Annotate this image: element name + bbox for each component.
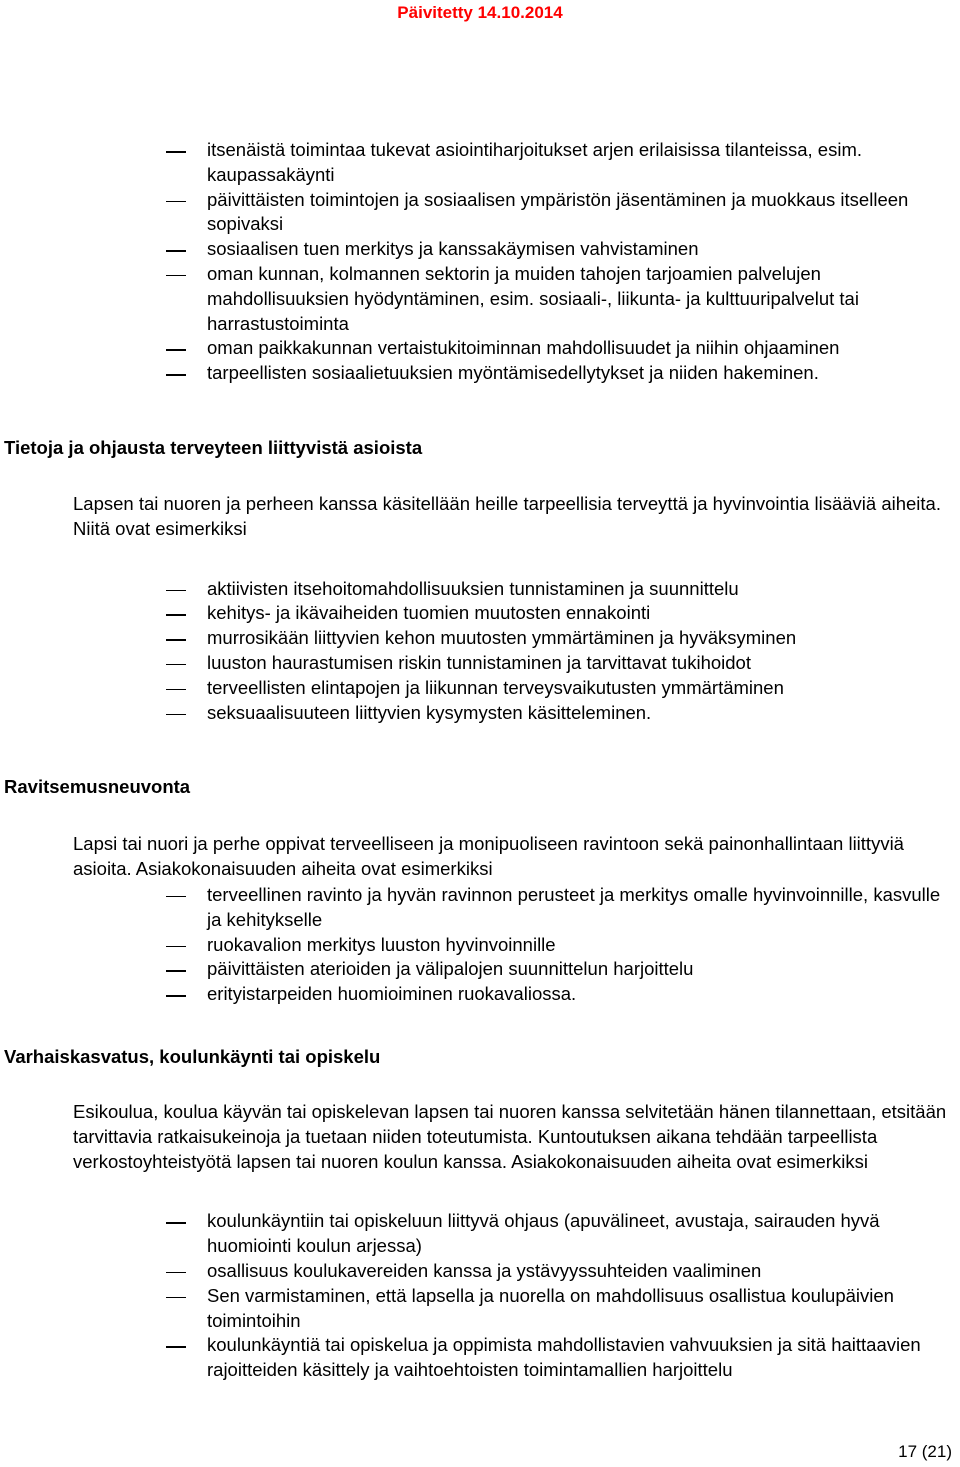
list-item: terveellisten elintapojen ja liikunnan terveysvaikutusten ymmärtäminen xyxy=(207,676,957,701)
list-daily-support xyxy=(0,138,960,386)
list-item: murrosikään liittyvien kehon muutosten ymmärtäminen ja hyväksyminen xyxy=(207,626,957,651)
list-item: aktiivisten itsehoitomahdollisuuksien tunnistaminen ja suunnittelu xyxy=(207,577,957,602)
list-item: päivittäisten toimintojen ja sosiaalisen ympäristön jäsentäminen ja muokkaus itselleen sopivaksi xyxy=(207,188,957,238)
paragraph-health: Lapsen tai nuoren ja perheen kanssa käsitellään heille tarpeellisia terveyttä ja hyvinvointia lisääviä aiheita. Niitä ovat esimerkiksi xyxy=(73,492,941,539)
list-item: itsenäistä toimintaa tukevat asiointiharjoitukset arjen erilaisissa tilanteissa, esim. kaupassakäynti xyxy=(207,138,957,188)
list-item: sosiaalisen tuen merkitys ja kanssakäymisen vahvistaminen xyxy=(207,237,957,262)
list-item: ruokavalion merkitys luuston hyvinvoinnille xyxy=(207,933,957,958)
list-item: luuston haurastumisen riskin tunnistaminen ja tarvittavat tukihoidot xyxy=(207,651,957,676)
list-item: tarpeellisten sosiaalietuuksien myöntämisedellytykset ja niiden hakeminen. xyxy=(207,361,957,386)
paragraph-school: Esikoulua, koulua käyvän tai opiskelevan lapsen tai nuoren kanssa selvitetään hänen tilannettaan, etsitään tarvittavia ratkaisukeinoja ja tuetaan niiden toteutumista. Kuntoutuksen aikana tehdään tarpeellista verkostoyhteistyötä lapsen tai nuoren koulun kanssa. Asiakokonaisuuden aiheita ovat esimerkiksi xyxy=(73,1100,947,1172)
list-item: erityistarpeiden huomioiminen ruokavaliossa. xyxy=(207,982,957,1007)
list-item: koulunkäyntiin tai opiskeluun liittyvä ohjaus (apuvälineet, avustaja, sairauden hyvä huomiointi koulun arjessa) xyxy=(207,1209,957,1259)
list-item: kehitys- ja ikävaiheiden tuomien muutosten ennakointi xyxy=(207,601,957,626)
list-item: seksuaalisuuteen liittyvien kysymysten käsitteleminen. xyxy=(207,701,957,726)
list-item: koulunkäyntiä tai opiskelua ja oppimista mahdollistavien vahvuuksien ja sitä haittaavien rajoitteiden käsittely ja vaihtoehtoisten toimintamallien harjoittelu xyxy=(207,1333,957,1383)
document-body xyxy=(0,138,960,1383)
list-item: oman paikkakunnan vertaistukitoiminnan mahdollisuudet ja niihin ohjaaminen xyxy=(207,336,957,361)
heading-nutrition: Ravitsemusneuvonta xyxy=(4,776,191,798)
page-number: 17 (21) xyxy=(898,1442,952,1461)
list-item: terveellinen ravinto ja hyvän ravinnon perusteet ja merkitys omalle hyvinvoinnille, kasvulle ja kehitykselle xyxy=(207,883,957,933)
list-item: Sen varmistaminen, että lapsella ja nuorella on mahdollisuus osallistua koulupäivien toimintoihin xyxy=(207,1284,957,1334)
list-item: osallisuus koulukavereiden kanssa ja ystävyyssuhteiden vaaliminen xyxy=(207,1259,957,1284)
list-item: oman kunnan, kolmannen sektorin ja muiden tahojen tarjoamien palvelujen mahdollisuuksien hyödyntäminen, esim. sosiaali-, liikunta- ja kulttuuripalvelut tai harrastustoiminta xyxy=(207,262,957,336)
updated-date: Päivitetty 14.10.2014 xyxy=(397,3,563,22)
list-health xyxy=(0,577,960,726)
list-school xyxy=(0,1209,960,1383)
paragraph-nutrition: Lapsi tai nuori ja perhe oppivat terveelliseen ja monipuoliseen ravintoon sekä painonhallintaan liittyviä asioita. Asiakokonaisuuden aiheita ovat esimerkiksi xyxy=(73,833,904,880)
list-nutrition xyxy=(0,883,960,1007)
heading-school: Varhaiskasvatus, koulunkäynti tai opiskelu xyxy=(4,1045,381,1067)
heading-health: Tietoja ja ohjausta terveyteen liittyvistä asioista xyxy=(4,436,423,458)
list-item: päivittäisten aterioiden ja välipalojen suunnittelun harjoittelu xyxy=(207,957,957,982)
